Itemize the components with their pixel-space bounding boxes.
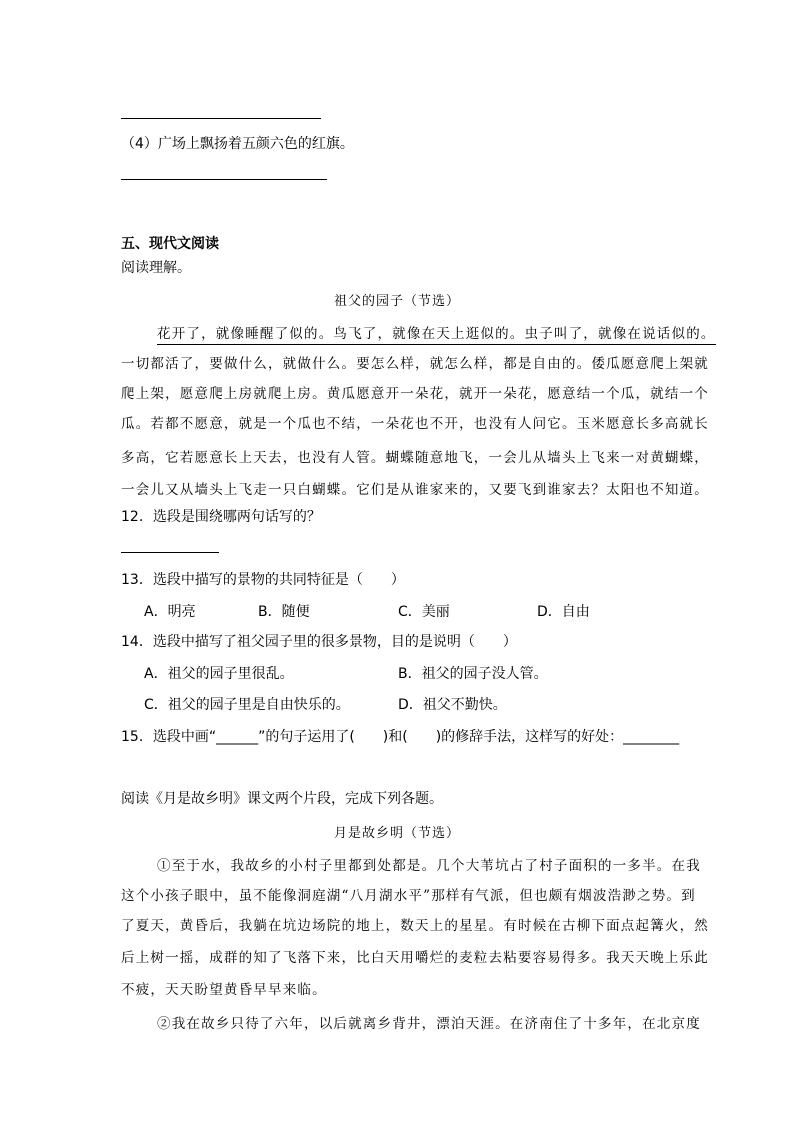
passage1-line-6: 一会儿又从墙头上飞走一只白蝴蝶。它们是从谁家来的，又要飞到谁家去？太阳也不知道。: [121, 482, 709, 498]
q14-option-d[interactable]: D．祖父不勤快。: [398, 697, 507, 713]
q14-option-b[interactable]: B．祖父的园子没人管。: [398, 666, 548, 682]
question-15: 15．选段中画“______”的句子运用了( )和( )的修辞手法，这样写的好处：________: [121, 729, 680, 745]
q13-option-d[interactable]: D．自由: [537, 604, 590, 620]
passage2-line-3: 了夏天，黄昏后，我躺在坑边场院的地上，数天上的星星。有时候在古柳下面点起篝火，然: [121, 918, 709, 934]
question-14: 14．选段中描写了祖父园子里的很多景物，目的是说明（ ）: [121, 634, 517, 650]
reading2-intro: 阅读《月是故乡明》课文两个片段，完成下列各题。: [121, 791, 443, 807]
question-13: 13．选段中描写的景物的共同特征是（ ）: [121, 572, 405, 588]
passage2-line-2: 这个小孩子眼中，虽不能像洞庭湖“八月湖水平”那样有气派，但也颇有烟波浩渺之势。到: [121, 888, 696, 904]
question-12: 12．选段是围绕哪两句话写的？: [121, 509, 321, 525]
answer-line-12[interactable]: [121, 552, 219, 553]
passage1-line-3: 爬上架，愿意爬上房就爬上房。黄瓜愿意开一朵花，就开一朵花，愿意结一个瓜，就结一个: [121, 386, 709, 402]
question-4: （4）广场上飘扬着五颜六色的红旗。: [121, 136, 354, 152]
passage2-title: 月是故乡明（节选）: [333, 826, 460, 841]
q13-option-a[interactable]: A．明亮: [144, 604, 196, 620]
passage2-line-1: ①至于水，我故乡的小村子里都到处都是。几个大苇坑占了村子面积的一多半。在我: [157, 858, 701, 874]
q14-option-a[interactable]: A．祖父的园子里很乱。: [144, 666, 294, 682]
passage2-line-4: 后上树一摇，成群的知了飞落下来，比白天用嚼烂的麦粒去粘要容易得多。我天天晚上乐此: [121, 950, 709, 966]
underlined-sentence: 花开了，就像睡醒了似的。鸟飞了，就像在天上逛似的。虫子叫了，就像在说话似的。: [157, 326, 716, 345]
passage1-title: 祖父的园子（节选）: [333, 294, 460, 309]
passage1-line-4: 瓜。若都不愿意，就是一个瓜也不结，一朵花也不开，也没有人问它。玉米愿意长多高就长: [121, 416, 709, 432]
passage1-line-5: 多高，它若愿意长上天去，也没有人管。蝴蝶随意地飞，一会儿从墙头上飞来一对黄蝴蝶，: [121, 450, 709, 466]
section-intro: 阅读理解。: [121, 260, 191, 276]
answer-line-3[interactable]: [121, 118, 321, 119]
answer-line-4[interactable]: [121, 179, 327, 180]
q13-option-b[interactable]: B．随便: [258, 604, 310, 620]
q13-option-c[interactable]: C．美丽: [398, 604, 450, 620]
passage1-line-1: [157, 322, 716, 342]
passage2-line-5: 不疲，天天盼望黄昏早早来临。: [121, 982, 327, 998]
q14-option-c[interactable]: C．祖父的园子里是自由快乐的。: [144, 697, 350, 713]
section-heading: 五、现代文阅读: [121, 236, 219, 252]
passage1-line-2: 一切都活了，要做什么，就做什么。要怎么样，就怎么样，都是自由的。倭瓜愿意爬上架就: [121, 356, 709, 372]
passage2-line-6: ②我在故乡只待了六年，以后就离乡背井，漂泊天涯。在济南住了十多年，在北京度: [157, 1016, 701, 1032]
